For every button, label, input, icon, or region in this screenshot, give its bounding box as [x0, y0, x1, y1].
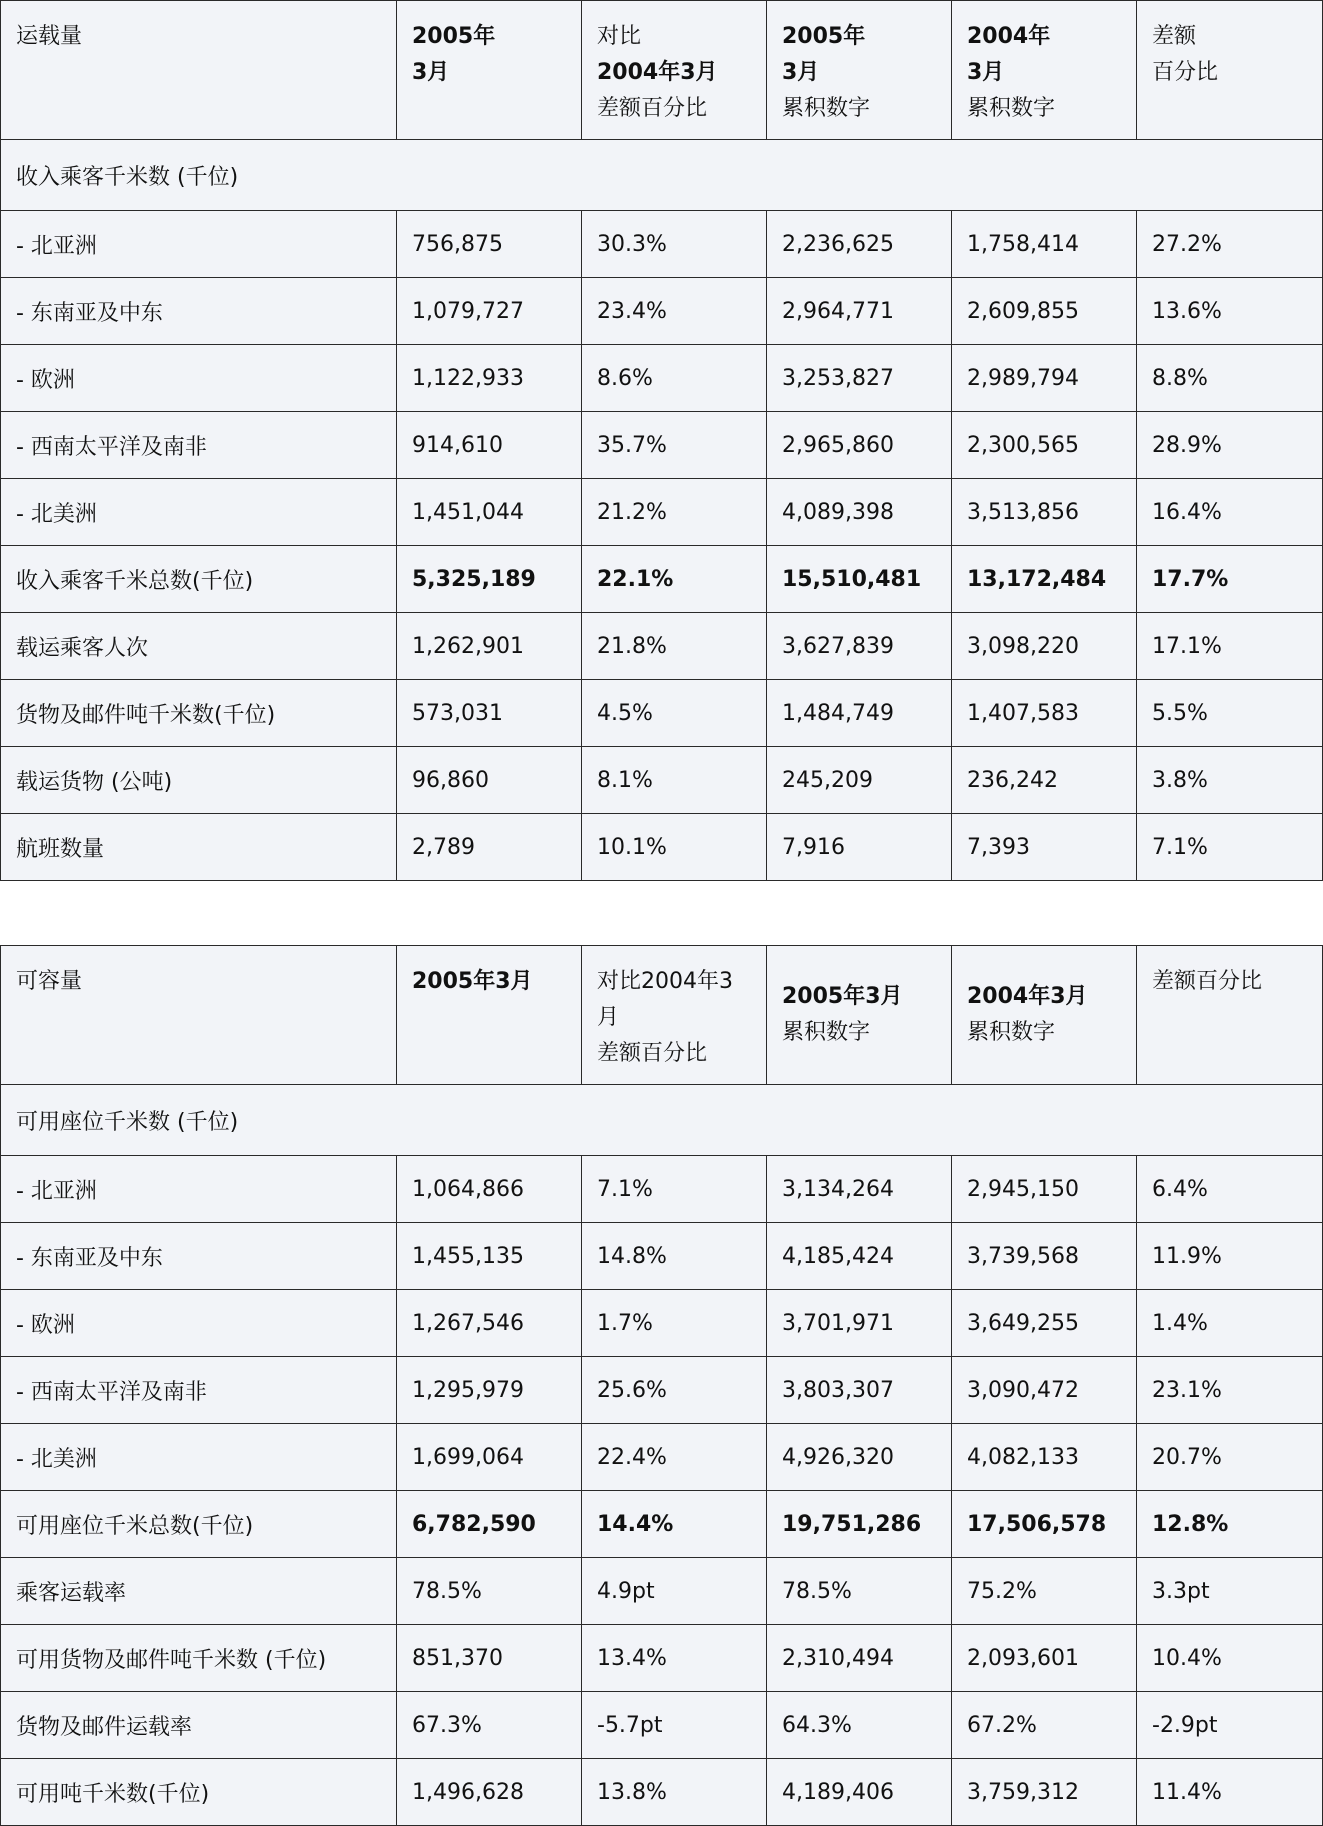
row-label: 载运乘客人次 — [1, 613, 397, 680]
row-value: 4,926,320 — [767, 1424, 952, 1491]
row-value: 78.5% — [397, 1558, 582, 1625]
traffic-table — [0, 0, 1323, 881]
row-value: 3,134,264 — [767, 1156, 952, 1223]
table-row — [1, 613, 1323, 680]
row-value: 1,295,979 — [397, 1357, 582, 1424]
capacity-header-col5: 差额百分比 — [1137, 946, 1323, 1085]
row-value: 1,262,901 — [397, 613, 582, 680]
row-value: 20.7% — [1137, 1424, 1323, 1491]
row-value: 3,759,312 — [952, 1759, 1137, 1826]
capacity-header-row — [1, 946, 1323, 1085]
capacity-section-row — [1, 1085, 1323, 1156]
capacity-table — [0, 945, 1323, 1826]
table-row — [1, 278, 1323, 345]
row-value: 11.9% — [1137, 1223, 1323, 1290]
table-row — [1, 747, 1323, 814]
row-value: 4,082,133 — [952, 1424, 1137, 1491]
row-label: 货物及邮件吨千米数(千位) — [1, 680, 397, 747]
row-value: 19,751,286 — [767, 1491, 952, 1558]
table-spacer — [0, 881, 1323, 945]
row-value: 573,031 — [397, 680, 582, 747]
table-row — [1, 1625, 1323, 1692]
table-row — [1, 211, 1323, 278]
traffic-header-col3: 2005年 3月 累积数字 — [767, 1, 952, 140]
traffic-section-row — [1, 140, 1323, 211]
table-row — [1, 1491, 1323, 1558]
row-value: 23.4% — [582, 278, 767, 345]
row-value: 2,093,601 — [952, 1625, 1137, 1692]
table-row — [1, 345, 1323, 412]
row-value: 16.4% — [1137, 479, 1323, 546]
table-row — [1, 814, 1323, 881]
table-row — [1, 412, 1323, 479]
row-value: 64.3% — [767, 1692, 952, 1759]
row-value: 4,089,398 — [767, 479, 952, 546]
row-value: 6,782,590 — [397, 1491, 582, 1558]
row-value: 4,189,406 — [767, 1759, 952, 1826]
row-value: 13.6% — [1137, 278, 1323, 345]
row-value: 1.4% — [1137, 1290, 1323, 1357]
row-value: 3,098,220 — [952, 613, 1137, 680]
row-value: 3,513,856 — [952, 479, 1137, 546]
row-value: 28.9% — [1137, 412, 1323, 479]
row-value: 2,236,625 — [767, 211, 952, 278]
row-value: 35.7% — [582, 412, 767, 479]
row-label: - 东南亚及中东 — [1, 1223, 397, 1290]
row-value: 96,860 — [397, 747, 582, 814]
row-value: 2,310,494 — [767, 1625, 952, 1692]
row-value: 14.8% — [582, 1223, 767, 1290]
row-label: - 北美洲 — [1, 479, 397, 546]
table-row — [1, 1558, 1323, 1625]
capacity-section-label: 可用座位千米数 (千位) — [1, 1085, 1323, 1156]
row-label: - 北美洲 — [1, 1424, 397, 1491]
row-value: 2,989,794 — [952, 345, 1137, 412]
row-value: 7,916 — [767, 814, 952, 881]
row-label: - 东南亚及中东 — [1, 278, 397, 345]
row-value: 2,300,565 — [952, 412, 1137, 479]
row-value: 3,253,827 — [767, 345, 952, 412]
row-value: 10.4% — [1137, 1625, 1323, 1692]
row-value: 17,506,578 — [952, 1491, 1137, 1558]
row-value: 1,451,044 — [397, 479, 582, 546]
traffic-header-row — [1, 1, 1323, 140]
row-value: 13,172,484 — [952, 546, 1137, 613]
traffic-header-col1: 2005年 3月 — [397, 1, 582, 140]
row-value: 3.3pt — [1137, 1558, 1323, 1625]
row-value: 236,242 — [952, 747, 1137, 814]
row-value: 17.7% — [1137, 546, 1323, 613]
row-value: 21.8% — [582, 613, 767, 680]
row-value: 1,064,866 — [397, 1156, 582, 1223]
row-value: 1,699,064 — [397, 1424, 582, 1491]
table-row — [1, 546, 1323, 613]
row-value: 25.6% — [582, 1357, 767, 1424]
row-value: 8.1% — [582, 747, 767, 814]
row-label: - 欧洲 — [1, 1290, 397, 1357]
row-value: 2,964,771 — [767, 278, 952, 345]
row-value: 245,209 — [767, 747, 952, 814]
row-value: 22.1% — [582, 546, 767, 613]
table-row — [1, 1692, 1323, 1759]
row-value: 914,610 — [397, 412, 582, 479]
row-value: 78.5% — [767, 1558, 952, 1625]
row-label: 可用座位千米总数(千位) — [1, 1491, 397, 1558]
row-label: - 西南太平洋及南非 — [1, 412, 397, 479]
table-row — [1, 1156, 1323, 1223]
row-value: 10.1% — [582, 814, 767, 881]
row-value: 1,455,135 — [397, 1223, 582, 1290]
traffic-header-col5: 差额 百分比 — [1137, 1, 1323, 140]
capacity-header-col1: 2005年3月 — [397, 946, 582, 1085]
row-value: 4,185,424 — [767, 1223, 952, 1290]
row-value: 1,407,583 — [952, 680, 1137, 747]
row-value: 3,627,839 — [767, 613, 952, 680]
row-value: 3,090,472 — [952, 1357, 1137, 1424]
row-value: -2.9pt — [1137, 1692, 1323, 1759]
row-value: 13.8% — [582, 1759, 767, 1826]
row-label: 航班数量 — [1, 814, 397, 881]
row-label: 收入乘客千米总数(千位) — [1, 546, 397, 613]
traffic-header-col4: 2004年 3月 累积数字 — [952, 1, 1137, 140]
row-value: 756,875 — [397, 211, 582, 278]
row-value: 6.4% — [1137, 1156, 1323, 1223]
row-value: 7.1% — [582, 1156, 767, 1223]
row-value: 1.7% — [582, 1290, 767, 1357]
row-value: 30.3% — [582, 211, 767, 278]
row-label: - 西南太平洋及南非 — [1, 1357, 397, 1424]
traffic-header-col2: 对比 2004年3月 差额百分比 — [582, 1, 767, 140]
row-value: 11.4% — [1137, 1759, 1323, 1826]
row-value: 3,739,568 — [952, 1223, 1137, 1290]
row-value: -5.7pt — [582, 1692, 767, 1759]
row-value: 12.8% — [1137, 1491, 1323, 1558]
row-label: 可用货物及邮件吨千米数 (千位) — [1, 1625, 397, 1692]
row-value: 75.2% — [952, 1558, 1137, 1625]
row-value: 7,393 — [952, 814, 1137, 881]
row-value: 851,370 — [397, 1625, 582, 1692]
row-value: 2,945,150 — [952, 1156, 1137, 1223]
capacity-header-col4: 2004年3月 累积数字 — [952, 946, 1137, 1085]
table-row — [1, 1759, 1323, 1826]
row-value: 1,267,546 — [397, 1290, 582, 1357]
row-value: 23.1% — [1137, 1357, 1323, 1424]
row-label: 乘客运载率 — [1, 1558, 397, 1625]
row-value: 8.6% — [582, 345, 767, 412]
row-label: - 北亚洲 — [1, 211, 397, 278]
row-label: - 欧洲 — [1, 345, 397, 412]
row-value: 67.2% — [952, 1692, 1137, 1759]
row-value: 3,649,255 — [952, 1290, 1137, 1357]
row-value: 5,325,189 — [397, 546, 582, 613]
capacity-header-col2: 对比2004年3 月 差额百分比 — [582, 946, 767, 1085]
row-value: 21.2% — [582, 479, 767, 546]
row-value: 1,484,749 — [767, 680, 952, 747]
row-value: 4.5% — [582, 680, 767, 747]
row-value: 7.1% — [1137, 814, 1323, 881]
row-value: 2,609,855 — [952, 278, 1137, 345]
table-row — [1, 1290, 1323, 1357]
row-value: 15,510,481 — [767, 546, 952, 613]
row-value: 8.8% — [1137, 345, 1323, 412]
row-value: 22.4% — [582, 1424, 767, 1491]
row-value: 17.1% — [1137, 613, 1323, 680]
row-value: 2,965,860 — [767, 412, 952, 479]
row-value: 3,803,307 — [767, 1357, 952, 1424]
row-label: - 北亚洲 — [1, 1156, 397, 1223]
row-label: 货物及邮件运载率 — [1, 1692, 397, 1759]
table-row — [1, 1357, 1323, 1424]
row-value: 14.4% — [582, 1491, 767, 1558]
row-value: 1,122,933 — [397, 345, 582, 412]
table-row — [1, 680, 1323, 747]
row-value: 5.5% — [1137, 680, 1323, 747]
row-value: 4.9pt — [582, 1558, 767, 1625]
table-row — [1, 1223, 1323, 1290]
row-value: 13.4% — [582, 1625, 767, 1692]
row-value: 3.8% — [1137, 747, 1323, 814]
row-label: 载运货物 (公吨) — [1, 747, 397, 814]
traffic-section-label: 收入乘客千米数 (千位) — [1, 140, 1323, 211]
row-value: 27.2% — [1137, 211, 1323, 278]
capacity-header-label: 可容量 — [1, 946, 397, 1085]
row-value: 3,701,971 — [767, 1290, 952, 1357]
row-label: 可用吨千米数(千位) — [1, 1759, 397, 1826]
row-value: 1,496,628 — [397, 1759, 582, 1826]
row-value: 1,079,727 — [397, 278, 582, 345]
capacity-header-col3: 2005年3月 累积数字 — [767, 946, 952, 1085]
row-value: 1,758,414 — [952, 211, 1137, 278]
row-value: 2,789 — [397, 814, 582, 881]
traffic-header-label: 运载量 — [1, 1, 397, 140]
table-row — [1, 1424, 1323, 1491]
table-row — [1, 479, 1323, 546]
row-value: 67.3% — [397, 1692, 582, 1759]
